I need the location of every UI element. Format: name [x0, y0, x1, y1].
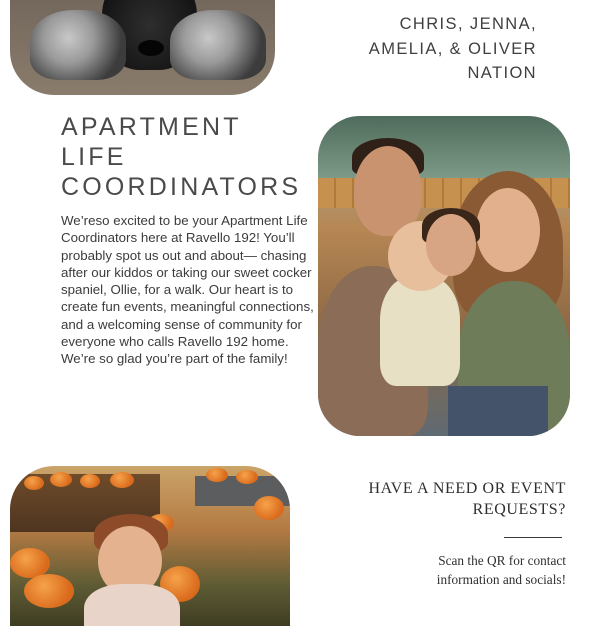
qr-note-line-2: information and socials!: [436, 572, 566, 587]
dog-nose: [138, 40, 164, 56]
pumpkin: [236, 470, 258, 484]
title-line-2: LIFE: [61, 143, 127, 171]
cta-line-2: REQUESTS?: [472, 501, 566, 518]
woman-face: [476, 188, 540, 272]
pumpkin: [254, 496, 284, 520]
pumpkin: [24, 476, 44, 490]
event-request-heading: [306, 478, 566, 520]
names-line-3: NATION: [467, 64, 537, 82]
family-photo: [318, 116, 570, 436]
pumpkin: [80, 474, 100, 488]
names-line-1: CHRIS, JENNA,: [399, 15, 537, 33]
pumpkin: [110, 472, 134, 488]
dog-paw-left: [30, 10, 126, 80]
baby-boy-body: [380, 276, 460, 386]
cta-line-1: HAVE A NEED OR EVENT: [368, 480, 566, 497]
pumpkin: [24, 574, 74, 608]
title-line-3: COORDINATORS: [61, 173, 302, 201]
child-body: [84, 584, 180, 626]
baby-girl-face: [426, 214, 476, 276]
dog-paw-right: [170, 10, 266, 80]
qr-note-line-1: Scan the QR for contact: [438, 553, 566, 568]
qr-note: [346, 551, 566, 589]
title-line-1: APARTMENT: [61, 113, 242, 141]
pumpkin: [206, 468, 228, 482]
jeans: [448, 386, 548, 436]
names-line-2: AMELIA, & OLIVER: [368, 39, 537, 58]
pumpkin: [50, 472, 72, 487]
family-names: [307, 12, 537, 86]
dog-photo: [10, 0, 275, 95]
page-title: [61, 112, 316, 202]
divider: [504, 537, 562, 538]
intro-paragraph: We’reso excited to be your Apartment Life Coordinators here at Ravello 192! You’ll probably spot us out and about— chasing after our kiddos or taking our sweet cocker spaniel, Ollie, for a walk. Our heart is to create fun events, meaningful connections, and a welcoming sense of community for everyone who calls Ravello 192 home. We’re so glad you’re part of the family!: [61, 213, 314, 367]
pumpkin-patch-photo: [10, 466, 290, 626]
